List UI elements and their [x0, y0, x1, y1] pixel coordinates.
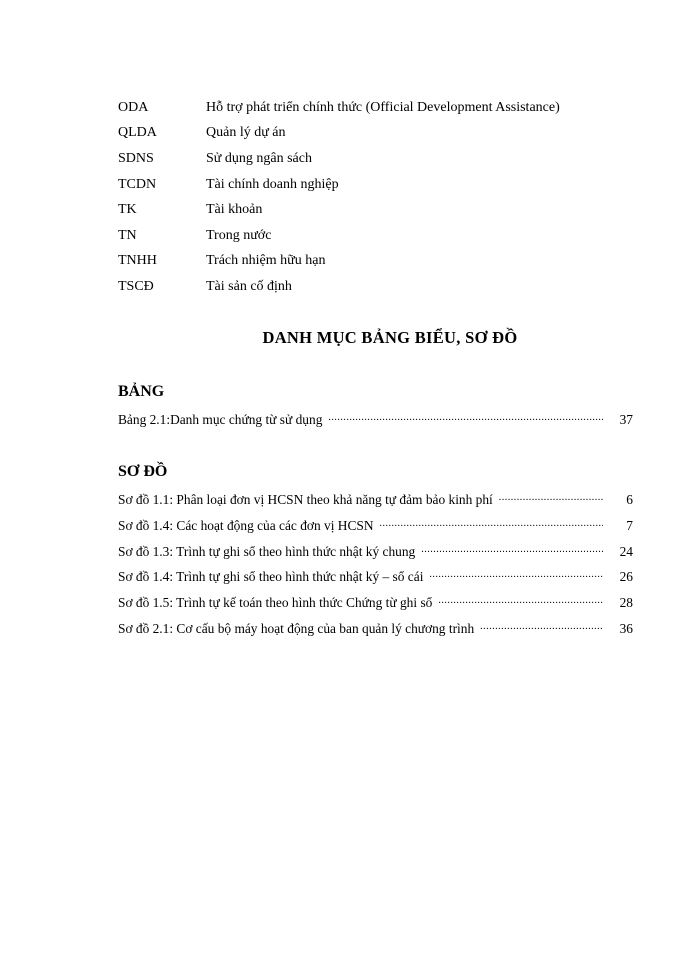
toc-entry-page: 26 — [619, 569, 633, 585]
abbreviation-description: Tài sản cố định — [206, 278, 292, 294]
toc-entry[interactable] — [118, 542, 633, 568]
toc-leader-dots — [438, 593, 603, 607]
toc-entry-page: 28 — [619, 595, 633, 611]
toc-entry-page: 37 — [619, 412, 633, 427]
toc-entry-page: 24 — [619, 543, 633, 559]
toc-leader-dots — [328, 410, 603, 424]
abbreviation-code: ODA — [118, 99, 149, 115]
toc-entry-label: Sơ đồ 2.1: Cơ cấu bộ máy hoạt động của ban quản lý chương trình — [118, 620, 475, 636]
toc-entry[interactable] — [118, 410, 633, 436]
abbreviation-description: Trách nhiệm hữu hạn — [206, 253, 326, 269]
abbreviation-row — [118, 121, 658, 147]
abbreviation-description: Sử dụng ngân sách — [206, 150, 312, 166]
abbreviation-code: TN — [118, 227, 137, 243]
toc-entry-page: 6 — [626, 492, 633, 507]
abbreviation-description: Tài chính doanh nghiệp — [206, 176, 339, 192]
abbreviation-code: SDNS — [118, 150, 154, 166]
toc-entry-label: Sơ đồ 1.1: Phân loại đơn vị HCSN theo khả năng tự đảm bảo kinh phí — [118, 492, 493, 507]
abbreviation-description: Trong nước — [206, 227, 272, 243]
toc-entry[interactable] — [118, 593, 633, 619]
tables-toc — [118, 410, 633, 436]
abbreviation-description: Hỗ trợ phát triển chính thức (Official Development Assistance) — [206, 99, 560, 115]
abbreviation-row — [118, 172, 658, 198]
abbreviation-row — [118, 274, 658, 300]
tables-heading: BẢNG — [118, 383, 165, 400]
toc-entry-page: 36 — [619, 620, 633, 636]
abbreviation-list — [118, 95, 658, 300]
toc-entry-label: Bảng 2.1:Danh mục chứng từ sử dụng — [118, 412, 323, 427]
abbreviation-description: Quản lý dự án — [206, 125, 286, 141]
abbreviation-row — [118, 146, 658, 172]
toc-leader-dots — [499, 490, 603, 504]
abbreviation-code: TCDN — [118, 176, 157, 192]
abbreviation-code: QLDA — [118, 125, 157, 141]
toc-entry-label: Sơ đồ 1.3: Trình tự ghi sổ theo hình thức nhật ký chung — [118, 543, 416, 559]
abbreviation-code: TK — [118, 202, 137, 218]
toc-entry[interactable] — [118, 516, 633, 542]
abbreviation-description: Tài khoản — [206, 202, 263, 218]
page-title: DANH MỤC BẢNG BIỂU, SƠ ĐỒ — [262, 328, 518, 347]
abbreviation-row — [118, 249, 658, 275]
toc-entry-label: Sơ đồ 1.5: Trình tự kế toán theo hình thức Chứng từ ghi sổ — [118, 595, 433, 611]
toc-leader-dots — [480, 619, 603, 633]
toc-leader-dots — [429, 567, 603, 581]
toc-entry-label: Sơ đồ 1.4: Các hoạt động của các đơn vị HCSN — [118, 517, 374, 533]
toc-entry[interactable] — [118, 619, 633, 645]
toc-entry-page: 7 — [626, 517, 633, 533]
abbreviation-row — [118, 223, 658, 249]
abbreviation-code: TNHH — [118, 253, 157, 269]
toc-leader-dots — [421, 542, 603, 556]
abbreviation-code: TSCĐ — [118, 278, 154, 294]
toc-entry[interactable] — [118, 490, 633, 516]
toc-entry[interactable] — [118, 567, 633, 593]
diagrams-heading: SƠ ĐỒ — [118, 463, 168, 480]
toc-leader-dots — [380, 516, 603, 530]
toc-entry-label: Sơ đồ 1.4: Trình tự ghi sổ theo hình thức nhật ký – sổ cái — [118, 569, 424, 585]
abbreviation-row — [118, 95, 658, 121]
abbreviation-row — [118, 197, 658, 223]
diagrams-toc — [118, 490, 633, 645]
